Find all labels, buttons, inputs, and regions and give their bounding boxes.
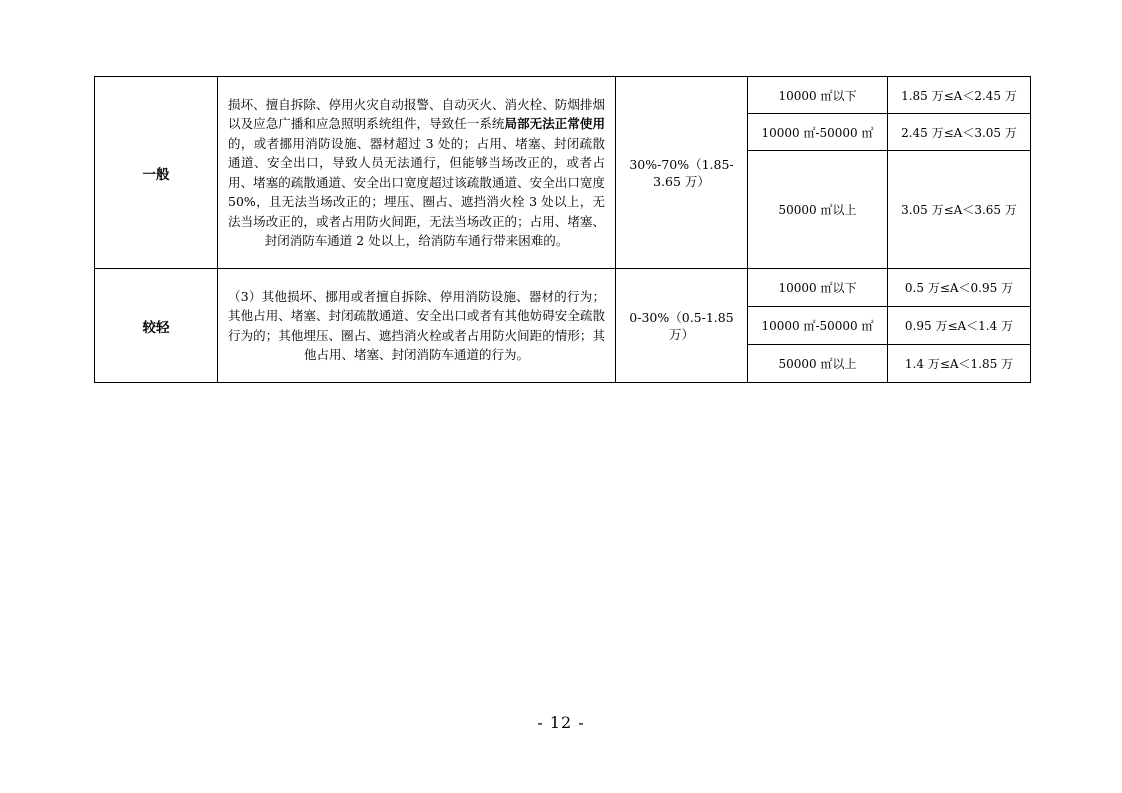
table-row: [95, 269, 1031, 307]
table-row: [95, 77, 1031, 114]
area-cell: 10000 ㎡-50000 ㎡: [748, 307, 888, 345]
range-cell: 0.95 万≤A＜1.4 万: [888, 307, 1031, 345]
area-cell: 10000 ㎡-50000 ㎡: [748, 114, 888, 151]
description-text: 损坏、擅自拆除、停用火灾自动报警、自动灭火、消火栓、防烟排烟以及应急广播和应急照明系统组件，导致任一系统: [228, 96, 605, 131]
range-cell: 1.4 万≤A＜1.85 万: [888, 345, 1031, 383]
description-cell: （3）其他损坏、挪用或者擅自拆除、停用消防设施、器材的行为；其他占用、堵塞、封闭疏散通道、安全出口或者有其他妨碍安全疏散行为的；其他埋压、圈占、遮挡消火栓或者占用防火间距的情形；其他占用、堵塞、封闭消防车通道的行为。: [218, 269, 616, 383]
ratio-cell: 30%-70%（1.85-3.65 万）: [616, 77, 748, 269]
range-cell: 3.05 万≤A＜3.65 万: [888, 151, 1031, 269]
range-cell: 2.45 万≤A＜3.05 万: [888, 114, 1031, 151]
page-number: - 12 -: [537, 713, 585, 732]
range-cell: 1.85 万≤A＜2.45 万: [888, 77, 1031, 114]
area-cell: 50000 ㎡以上: [748, 345, 888, 383]
area-cell: 10000 ㎡以下: [748, 269, 888, 307]
level-cell: 一般: [95, 77, 218, 269]
area-cell: 10000 ㎡以下: [748, 77, 888, 114]
description-cell: [218, 77, 616, 269]
range-cell: 0.5 万≤A＜0.95 万: [888, 269, 1031, 307]
description-text: 的，或者挪用消防设施、器材超过 3 处的；占用、堵塞、封闭疏散通道、安全出口，导致人员无法通行，但能够当场改正的，或者占用、堵塞的疏散通道、安全出口宽度超过该疏散通道、安全出口宽度 50%，且无法当场改正的；埋压、圈占、遮挡消火栓 3 处以上，无法当场改正的，或者占用防火间距，无法当场改正的；占用、堵塞、封闭消防车通道 2 处以上，给消防车通行带来困难的。: [228, 135, 605, 248]
area-cell: 50000 ㎡以上: [748, 151, 888, 269]
ratio-cell: 0-30%（0.5-1.85 万）: [616, 269, 748, 383]
description-emphasis: 局部无法正常使用: [504, 116, 605, 131]
penalty-table: [94, 76, 1031, 383]
level-cell: 较轻: [95, 269, 218, 383]
